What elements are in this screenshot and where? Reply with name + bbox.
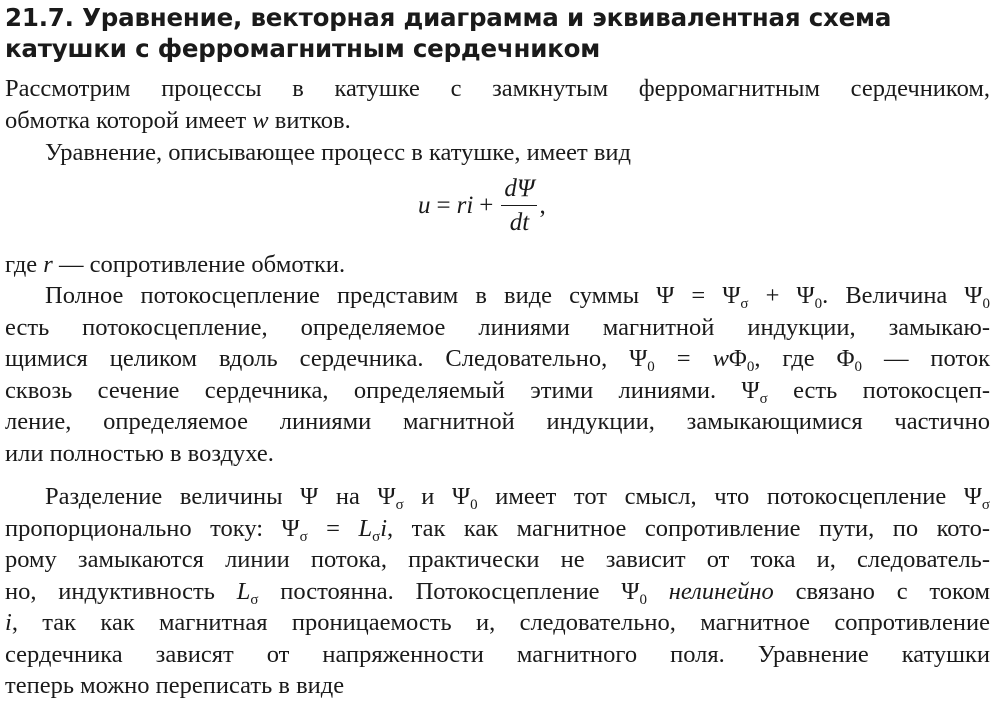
text-line bbox=[5, 343, 990, 375]
variable-L: L bbox=[236, 577, 251, 605]
text-run: обмотка которой имеет bbox=[5, 106, 253, 134]
subscript: σ bbox=[372, 528, 381, 545]
text-run: Уравнение, описывающее процесс в катушке, имеет вид bbox=[45, 139, 631, 166]
text-line bbox=[5, 105, 990, 137]
text-run: — поток bbox=[861, 345, 991, 372]
subscript: 0 bbox=[982, 296, 990, 312]
text-run: = bbox=[307, 514, 359, 542]
text-run: рому замыкаются линии потока, практически не зависит от тока и, следователь- bbox=[5, 546, 990, 573]
text-run: = bbox=[654, 345, 713, 372]
formula-comma: , bbox=[539, 192, 546, 219]
text-line bbox=[5, 406, 990, 438]
text-run: или полностью в воздухе. bbox=[5, 439, 274, 467]
fraction-numerator: dΨ bbox=[504, 174, 535, 202]
text-line bbox=[5, 481, 990, 513]
subscript: 0 bbox=[746, 359, 755, 375]
text-line bbox=[5, 249, 990, 281]
text-run: . Величина Ψ bbox=[822, 282, 983, 309]
text-line bbox=[5, 280, 990, 312]
paragraph-equation-intro bbox=[5, 137, 990, 169]
text-run: Разделение величины Ψ на Ψ bbox=[45, 483, 396, 510]
variable-i: i bbox=[380, 514, 388, 542]
emphasis-nonlinear: нелинейно bbox=[646, 577, 774, 605]
text-run: есть потокосцеп- bbox=[767, 376, 990, 404]
text-line bbox=[5, 670, 990, 702]
formula-plus: + bbox=[479, 192, 494, 219]
text-run: сквозь сечение сердечника, определяемый этими линиями. Ψ bbox=[5, 376, 760, 404]
text-line bbox=[5, 375, 990, 407]
subscript: 0 bbox=[470, 497, 478, 513]
text-line bbox=[5, 438, 990, 470]
text-run: , где Φ bbox=[754, 345, 855, 372]
text-line bbox=[5, 137, 990, 169]
text-run: + Ψ bbox=[748, 282, 815, 309]
text-line bbox=[5, 513, 990, 545]
variable-i: i bbox=[5, 609, 12, 636]
fraction-denominator: dt bbox=[509, 209, 530, 237]
text-run: связано с током bbox=[773, 577, 991, 605]
subscript: σ bbox=[759, 390, 768, 407]
paragraph-flux-linkage bbox=[5, 280, 990, 469]
text-run: , так как магнитная проницаемость и, следовательно, магнитное сопротивление bbox=[11, 609, 990, 636]
variable-w: w bbox=[712, 345, 729, 372]
text-run: Полное потокосцепление представим в виде суммы Ψ = Ψ bbox=[45, 282, 741, 309]
subscript: σ bbox=[395, 497, 404, 513]
text-line bbox=[5, 544, 990, 576]
text-run: витков. bbox=[268, 106, 351, 134]
section-heading bbox=[5, 2, 990, 64]
text-run: Φ bbox=[728, 345, 747, 372]
variable-r: r bbox=[43, 251, 53, 278]
text-line bbox=[5, 73, 990, 105]
subscript: 0 bbox=[647, 359, 655, 375]
subscript: 0 bbox=[639, 591, 647, 608]
subscript: σ bbox=[981, 497, 991, 513]
text-line bbox=[5, 576, 990, 608]
paragraph-where-r bbox=[5, 249, 990, 281]
text-run: и Ψ bbox=[403, 483, 471, 510]
variable-w: w bbox=[252, 106, 269, 134]
text-line bbox=[5, 607, 990, 639]
text-run: есть потокосцепление, определяемое линиями магнитной индукции, замыкаю- bbox=[5, 313, 990, 341]
formula-u: u bbox=[418, 192, 431, 219]
subscript: 0 bbox=[814, 296, 823, 312]
text-run: щимися целиком вдоль сердечника. Следовательно, Ψ bbox=[5, 345, 648, 372]
fraction-dpsi-dt bbox=[501, 174, 537, 239]
text-run: имеет тот смысл, что потокосцепление Ψ bbox=[477, 483, 982, 510]
text-line bbox=[5, 312, 990, 344]
text-run: пропорционально току: Ψ bbox=[5, 514, 300, 542]
subscript: σ bbox=[740, 296, 749, 312]
text-run: , так как магнитное сопротивление пути, по кото- bbox=[387, 514, 990, 542]
formula-ri: ri bbox=[456, 192, 474, 219]
paragraph-intro bbox=[5, 73, 990, 136]
text-run: — сопротивление обмотки. bbox=[52, 251, 346, 278]
subscript: σ bbox=[250, 591, 259, 608]
heading-line-1: 21.7. Уравнение, векторная диаграмма и эквивалентная схема bbox=[5, 3, 892, 32]
text-run: сердечника зависят от напряженности магнитного поля. Уравнение катушки bbox=[5, 640, 990, 668]
text-run: Рассмотрим процессы в катушке с замкнутым ферромагнитным сердечником, bbox=[5, 75, 990, 102]
text-run: ление, определяемое линиями магнитной индукции, замыкающимися частично bbox=[5, 408, 990, 435]
subscript: 0 bbox=[854, 359, 862, 375]
text-run: постоянна. Потокосцепление Ψ bbox=[258, 577, 640, 605]
text-run: где bbox=[5, 251, 44, 278]
formula-equals: = bbox=[436, 192, 451, 219]
text-line bbox=[5, 639, 990, 671]
coil-equation bbox=[418, 170, 546, 242]
text-run: но, индуктивность bbox=[5, 577, 237, 605]
heading-line-2: катушки с ферромагнитным сердечником bbox=[5, 34, 601, 63]
paragraph-separation bbox=[5, 481, 990, 702]
fraction-bar bbox=[501, 205, 537, 207]
variable-L: L bbox=[358, 514, 373, 542]
subscript: σ bbox=[299, 528, 308, 545]
text-run: теперь можно переписать в виде bbox=[5, 672, 345, 699]
